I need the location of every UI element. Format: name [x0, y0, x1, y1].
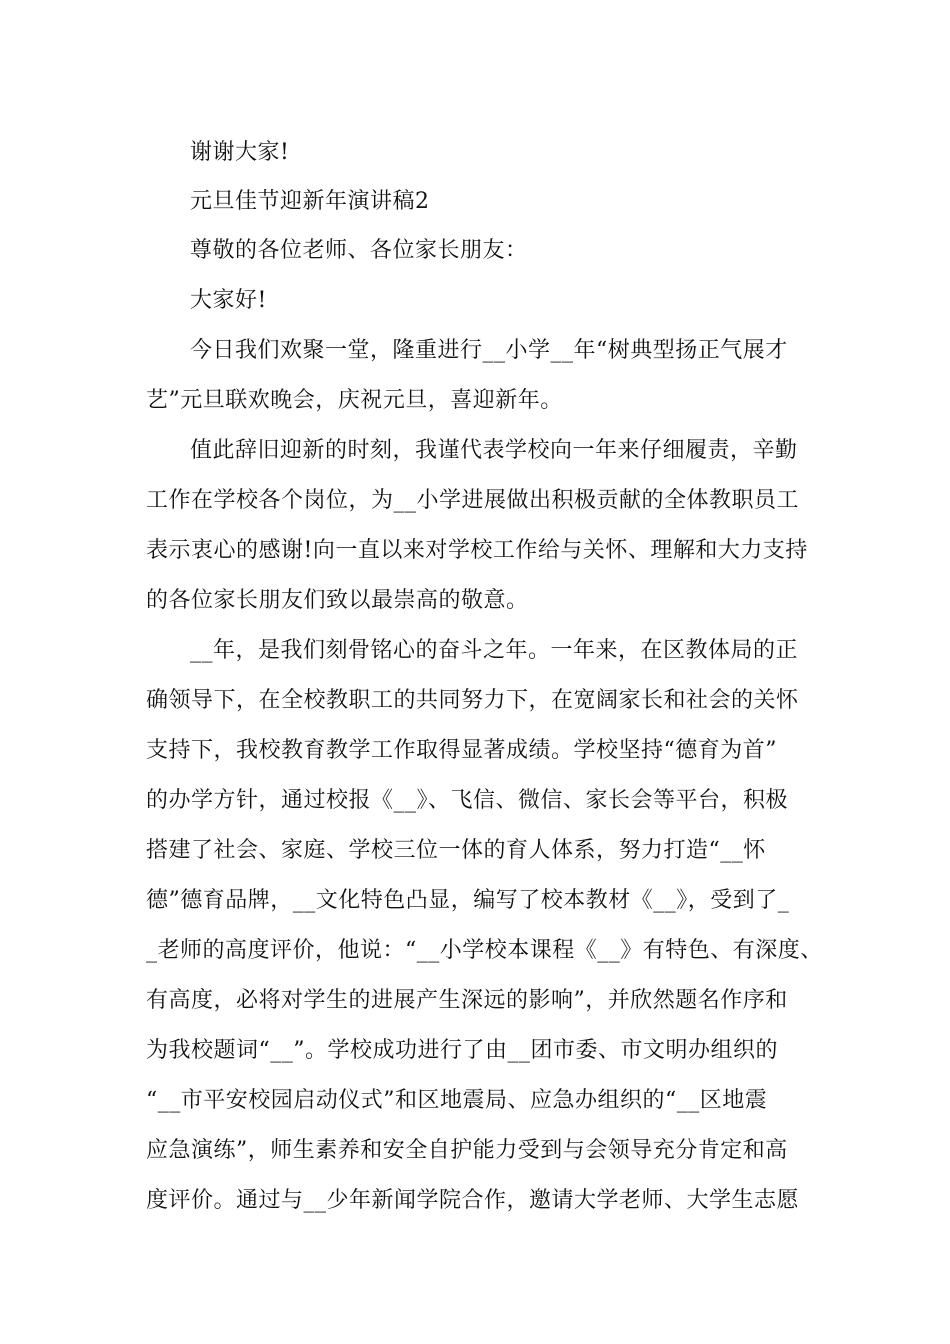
paragraph-line: 有高度，必将对学生的进展产生深远的影响”，并欣然题名作序和 — [146, 988, 788, 1013]
paragraph-line: 的各位家长朋友们致以最崇高的敬意。 — [146, 588, 529, 613]
paragraph-line: 工作在学校各个岗位，为__小学进展做出积极贡献的全体教职员工 — [146, 488, 800, 513]
paragraph-line: 搭建了社会、家庭、学校三位一体的育人体系，努力打造“__怀 — [146, 838, 766, 863]
greeting: 大家好! — [190, 288, 267, 313]
paragraph-line: 为我校题词“__”。学校成功进行了由__团市委、市文明办组织的 — [146, 1038, 778, 1063]
paragraph-line: 艺”元旦联欢晚会，庆祝元旦，喜迎新年。 — [146, 388, 563, 413]
paragraph-line: 表示衷心的感谢!向一直以来对学校工作给与关怀、理解和大力支持 — [146, 538, 808, 563]
speech-title: 元旦佳节迎新年演讲稿2 — [190, 189, 430, 214]
paragraph-line: 今日我们欢聚一堂，隆重进行__小学__年“树典型扬正气展才 — [190, 338, 788, 363]
paragraph-line: 值此辞旧迎新的时刻，我谨代表学校向一年来仔细履责，辛勤 — [190, 438, 798, 463]
paragraph-line: 支持下，我校教育教学工作取得显著成绩。学校坚持“德育为首” — [146, 738, 777, 763]
salutation: 尊敬的各位老师、各位家长朋友： — [190, 238, 528, 263]
paragraph-line: 度评价。通过与__少年新闻学院合作，邀请大学老师、大学生志愿 — [146, 1188, 800, 1213]
paragraph-line: 德”德育品牌，__文化特色凸显，编写了校本教材《__》，受到了_ — [146, 888, 790, 913]
paragraph-line: 确领导下，在全校教职工的共同努力下，在宽阔家长和社会的关怀 — [146, 688, 799, 713]
paragraph-line: _老师的高度评价，他说：“__小学校本课程《__》有特色、有深度、 — [146, 938, 823, 963]
paragraph-line: 应急演练”，师生素养和安全自护能力受到与会领导充分肯定和高 — [146, 1138, 788, 1163]
paragraph-line: __年，是我们刻骨铭心的奋斗之年。一年来，在区教体局的正 — [190, 638, 799, 663]
paragraph-line: 的办学方针，通过校报《__》、飞信、微信、家长会等平台，积极 — [146, 788, 789, 813]
closing-thanks: 谢谢大家! — [190, 140, 290, 165]
paragraph-line: “__市平安校园启动仪式”和区地震局、应急办组织的“__区地震 — [146, 1088, 768, 1113]
